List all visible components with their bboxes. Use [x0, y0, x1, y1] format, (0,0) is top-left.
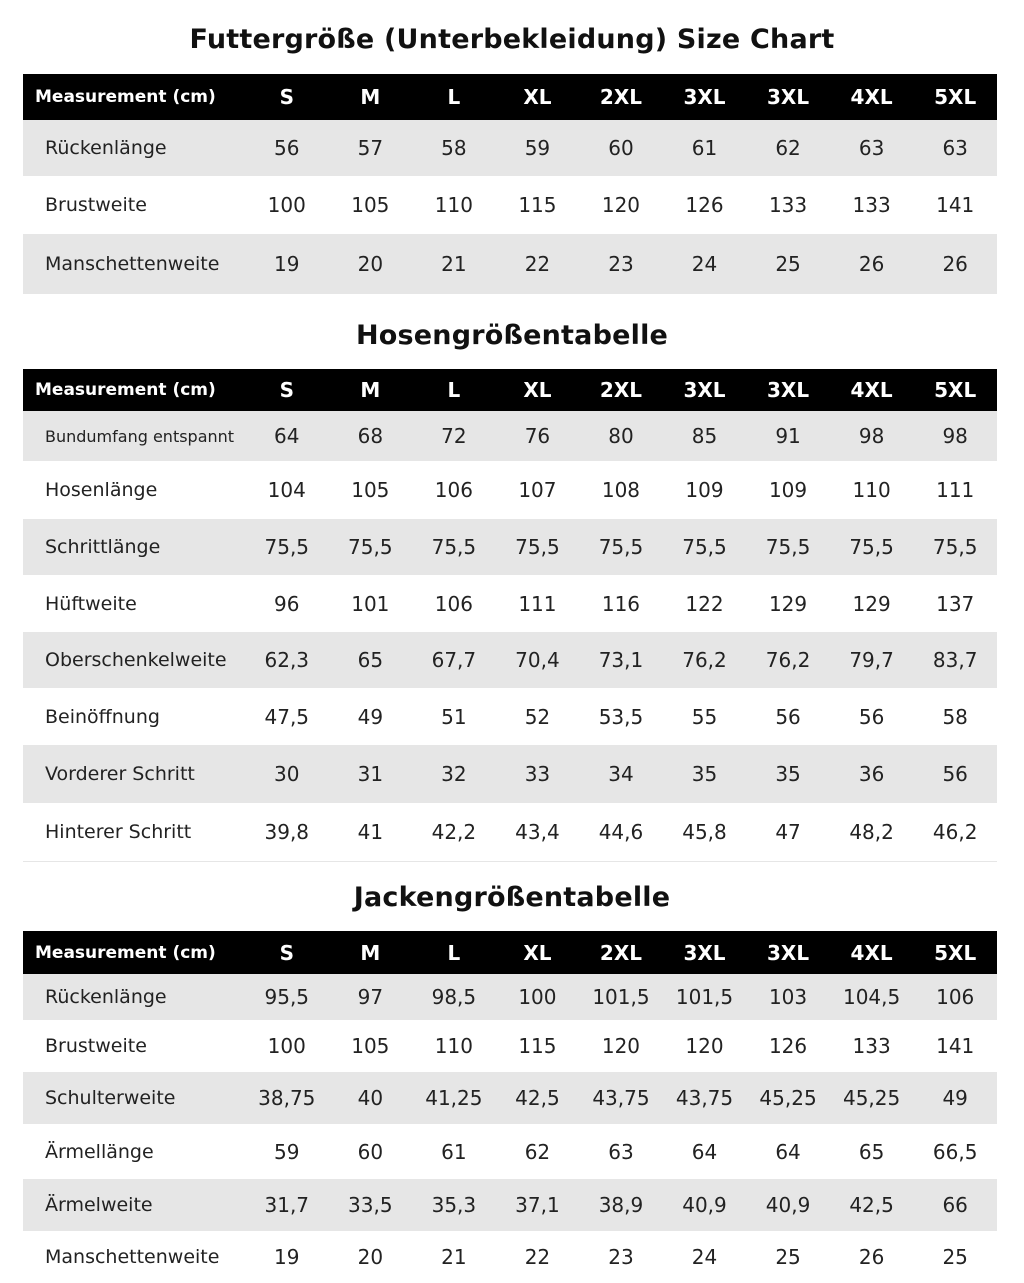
size-value: 75,5: [431, 535, 477, 559]
size-value: 95,5: [264, 985, 310, 1009]
measurement-label: Oberschenkelweite: [45, 649, 227, 671]
size-value: 111: [518, 591, 557, 616]
measurement-label: Hosenlänge: [45, 479, 158, 501]
table-row: [23, 411, 997, 461]
size-value: 85: [691, 424, 718, 448]
size-value: 110: [434, 1034, 473, 1058]
size-value: 91: [775, 424, 801, 448]
size-header: M: [360, 85, 381, 109]
size-value: 33: [524, 762, 551, 786]
size-value: 20: [357, 1245, 384, 1269]
size-value: 24: [691, 252, 718, 276]
table-row: [23, 1020, 997, 1072]
size-value: 35: [775, 762, 801, 786]
size-value: 96: [274, 591, 300, 616]
size-value: 109: [685, 478, 724, 502]
size-header: M: [360, 940, 381, 965]
size-value: 22: [524, 1245, 551, 1269]
size-value: 141: [936, 193, 975, 217]
header-row: [23, 74, 997, 120]
size-value: 45,25: [842, 1086, 901, 1110]
size-value: 100: [267, 1034, 306, 1058]
size-header: XL: [523, 378, 552, 402]
size-header: 5XL: [934, 940, 977, 965]
measurement-label: Hüftweite: [45, 592, 137, 615]
size-value: 115: [518, 193, 557, 217]
size-value: 45,8: [663, 803, 747, 861]
table-row: [23, 120, 997, 176]
measurement-label: Schrittlänge: [45, 536, 161, 558]
size-value: 133: [852, 1034, 891, 1058]
table-row: [23, 1179, 997, 1231]
size-value: 101,5: [675, 985, 734, 1009]
size-value: 98: [942, 424, 968, 448]
size-value: 48,2: [830, 803, 914, 861]
size-value: 43,4: [496, 803, 580, 861]
table-row: [23, 1231, 997, 1283]
size-value: 57: [357, 136, 384, 160]
size-value: 101,5: [592, 985, 650, 1009]
size-value: 76,2: [682, 648, 727, 672]
size-value: 59: [274, 1139, 300, 1164]
size-value: 58: [441, 136, 467, 160]
size-value: 55: [691, 704, 718, 729]
size-value: 40: [357, 1086, 384, 1110]
size-value: 42,5: [849, 1193, 894, 1217]
jacket-size-chart-title: Jackengrößentabelle: [353, 882, 671, 913]
measurement-label: Beinöffnung: [45, 705, 160, 728]
size-value: 80: [608, 424, 634, 448]
size-value: 116: [601, 591, 641, 616]
size-value: 60: [357, 1139, 384, 1164]
size-header: 2XL: [599, 940, 642, 965]
size-value: 34: [608, 762, 634, 786]
size-value: 56: [775, 704, 801, 729]
size-value: 21: [441, 1245, 467, 1269]
size-value: 41,25: [425, 1086, 483, 1110]
size-value: 106: [936, 985, 975, 1009]
size-value: 58: [942, 704, 968, 729]
size-value: 65: [357, 648, 384, 672]
size-value: 76: [524, 424, 551, 448]
size-value: 61: [441, 1139, 467, 1164]
size-value: 63: [608, 1139, 634, 1164]
size-value: 64: [274, 424, 300, 448]
size-value: 42,2: [412, 803, 496, 861]
size-header: XL: [523, 940, 552, 965]
size-value: 64: [775, 1139, 801, 1164]
size-value: 66,5: [932, 1139, 978, 1164]
measurement-header: Measurement (cm): [35, 87, 216, 107]
size-value: 25: [775, 252, 801, 276]
size-value: 23: [608, 252, 634, 276]
size-value: 120: [601, 1034, 641, 1058]
size-header: 4XL: [850, 378, 893, 402]
size-value: 110: [852, 478, 891, 502]
header-row: [23, 369, 997, 411]
size-value: 133: [852, 193, 891, 217]
size-value: 72: [441, 424, 467, 448]
size-value: 141: [936, 1034, 975, 1058]
size-value: 36: [858, 762, 885, 786]
size-value: 103: [768, 985, 808, 1009]
size-header: S: [279, 378, 294, 402]
size-value: 126: [685, 193, 724, 217]
size-header: S: [279, 940, 294, 965]
table-row: [23, 688, 997, 745]
table-row: [23, 1124, 997, 1179]
measurement-label: Rückenlänge: [45, 137, 167, 159]
table-row: [23, 803, 997, 861]
table-row: [23, 176, 997, 234]
size-value: 122: [685, 591, 724, 616]
size-value: 137: [936, 591, 975, 616]
size-value: 30: [274, 762, 300, 786]
size-header: M: [360, 378, 381, 402]
measurement-label: Brustweite: [45, 1035, 147, 1057]
size-value: 31,7: [264, 1193, 310, 1217]
size-value: 120: [685, 1034, 724, 1058]
size-value: 49: [357, 704, 384, 729]
measurement-label: Ärmelweite: [45, 1194, 153, 1216]
size-value: 75,5: [515, 535, 560, 559]
size-value: 129: [768, 591, 808, 616]
size-value: 20: [357, 252, 384, 276]
size-value: 56: [274, 136, 300, 160]
size-value: 83,7: [932, 648, 978, 672]
pants-size-chart-title: Hosengrößentabelle: [355, 320, 669, 351]
size-value: 110: [434, 193, 473, 217]
size-value: 37,1: [515, 1193, 560, 1217]
size-value: 65: [858, 1139, 885, 1164]
measurement-label: Ärmellänge: [45, 1140, 154, 1163]
size-value: 26: [942, 252, 968, 276]
size-value: 21: [441, 252, 467, 276]
size-value: 75,5: [849, 535, 894, 559]
size-value: 22: [524, 252, 551, 276]
size-value: 24: [691, 1245, 718, 1269]
size-header: 3XL: [683, 940, 726, 965]
measurement-label: Brustweite: [45, 194, 147, 216]
size-header: L: [447, 85, 461, 109]
size-header: 5XL: [934, 85, 977, 109]
size-value: 106: [434, 478, 473, 502]
size-value: 33,5: [348, 1193, 393, 1217]
size-value: 43,75: [592, 1086, 650, 1110]
lining-size-table: [23, 74, 997, 294]
size-value: 31: [357, 762, 384, 786]
size-value: 67,7: [431, 648, 477, 672]
size-value: 109: [768, 478, 808, 502]
size-value: 40,9: [765, 1193, 811, 1217]
lining-size-chart-title: Futtergröße (Unterbekleidung) Size Chart: [189, 24, 835, 55]
size-value: 111: [936, 478, 975, 502]
size-value: 44,6: [579, 803, 663, 861]
size-value: 39,8: [245, 803, 329, 861]
size-value: 66: [942, 1193, 968, 1217]
table-row: [23, 745, 997, 803]
size-value: 46,2: [913, 803, 997, 861]
size-value: 61: [691, 136, 718, 160]
size-value: 70,4: [515, 648, 560, 672]
size-value: 43,75: [675, 1086, 734, 1110]
measurement-label: Manschettenweite: [45, 253, 220, 275]
size-value: 23: [608, 1245, 634, 1269]
size-value: 19: [274, 1245, 300, 1269]
size-value: 62: [524, 1139, 551, 1164]
size-value: 38,75: [258, 1086, 316, 1110]
measurement-label: Schulterweite: [45, 1087, 176, 1109]
size-value: 75,5: [765, 535, 811, 559]
table-row: [23, 461, 997, 519]
size-value: 75,5: [348, 535, 393, 559]
measurement-label: Bundumfang entspannt: [45, 426, 235, 446]
jacket-size-table: [23, 931, 997, 1283]
size-value: 104,5: [842, 985, 901, 1009]
size-value: 100: [518, 985, 557, 1009]
table-row: [23, 632, 997, 688]
size-header: 3XL: [767, 85, 810, 109]
table-row: [23, 519, 997, 575]
size-value: 56: [942, 762, 968, 786]
measurement-label: Vorderer Schritt: [45, 763, 195, 785]
size-value: 51: [441, 704, 467, 729]
size-value: 76,2: [765, 648, 811, 672]
size-value: 75,5: [682, 535, 727, 559]
size-header: L: [447, 378, 461, 402]
size-value: 63: [858, 136, 885, 160]
size-header: S: [279, 85, 294, 109]
table-row: [23, 234, 997, 294]
size-value: 115: [518, 1034, 557, 1058]
size-value: 105: [351, 1034, 390, 1058]
size-value: 56: [858, 704, 885, 729]
size-value: 19: [274, 252, 300, 276]
size-value: 41: [329, 803, 413, 861]
size-header: XL: [523, 85, 552, 109]
size-header: 4XL: [850, 940, 893, 965]
table-row: [23, 575, 997, 632]
size-value: 108: [601, 478, 641, 502]
size-value: 133: [768, 193, 808, 217]
size-value: 52: [524, 704, 551, 729]
size-value: 75,5: [598, 535, 644, 559]
measurement-header: Measurement (cm): [35, 380, 216, 400]
size-header: L: [447, 940, 461, 965]
size-value: 104: [267, 478, 306, 502]
size-value: 105: [351, 193, 390, 217]
size-value: 75,5: [264, 535, 310, 559]
size-value: 107: [518, 478, 557, 502]
size-header: 5XL: [934, 378, 977, 402]
size-value: 47,5: [264, 704, 310, 729]
size-value: 38,9: [598, 1193, 644, 1217]
pants-size-table: [23, 369, 997, 862]
measurement-header: Measurement (cm): [35, 942, 216, 963]
size-value: 98: [858, 424, 885, 448]
size-header: 3XL: [683, 85, 726, 109]
size-value: 126: [768, 1034, 808, 1058]
size-value: 64: [691, 1139, 718, 1164]
size-value: 98,5: [431, 985, 477, 1009]
size-value: 26: [858, 252, 885, 276]
size-value: 62: [775, 136, 801, 160]
size-value: 120: [601, 193, 641, 217]
size-value: 73,1: [598, 648, 644, 672]
size-header: 3XL: [767, 940, 810, 965]
size-value: 106: [434, 591, 473, 616]
size-value: 60: [608, 136, 634, 160]
size-value: 45,25: [759, 1086, 817, 1110]
size-value: 105: [351, 478, 390, 502]
size-value: 100: [267, 193, 306, 217]
table-row: [23, 974, 997, 1020]
size-value: 59: [524, 136, 551, 160]
size-value: 26: [858, 1245, 885, 1269]
size-header: 4XL: [850, 85, 893, 109]
measurement-label: Manschettenweite: [45, 1246, 220, 1268]
size-value: 101: [351, 591, 390, 616]
size-value: 25: [942, 1245, 968, 1269]
size-value: 35: [691, 762, 718, 786]
size-value: 63: [942, 136, 968, 160]
size-header: 2XL: [599, 85, 642, 109]
measurement-label: Rückenlänge: [45, 986, 167, 1008]
table-row: [23, 1072, 997, 1124]
size-value: 129: [852, 591, 891, 616]
size-value: 25: [775, 1245, 801, 1269]
size-header: 3XL: [767, 378, 810, 402]
size-value: 40,9: [682, 1193, 727, 1217]
measurement-label: Hinterer Schritt: [23, 803, 245, 861]
size-value: 79,7: [849, 648, 894, 672]
size-value: 47: [746, 803, 830, 861]
size-value: 35,3: [431, 1193, 477, 1217]
size-value: 32: [441, 762, 467, 786]
size-value: 62,3: [264, 648, 310, 672]
size-value: 49: [942, 1086, 968, 1110]
size-value: 42,5: [515, 1086, 560, 1110]
size-value: 75,5: [932, 535, 978, 559]
header-row: [23, 931, 997, 974]
size-value: 53,5: [598, 704, 644, 729]
size-value: 97: [357, 985, 384, 1009]
size-header: 2XL: [599, 378, 642, 402]
size-header: 3XL: [683, 378, 726, 402]
size-value: 68: [357, 424, 384, 448]
